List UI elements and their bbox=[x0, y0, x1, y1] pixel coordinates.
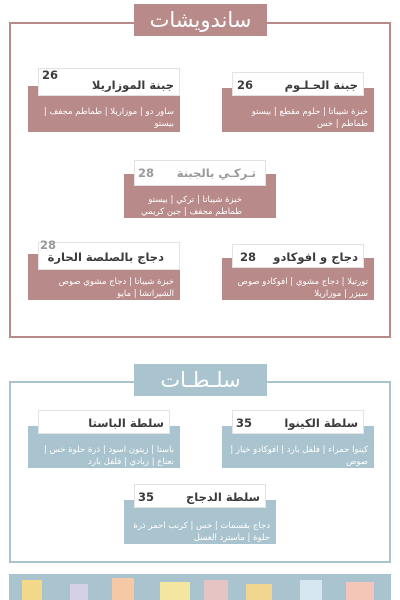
decorative-flag-icon bbox=[112, 578, 134, 600]
card-description: ساور دو | موزاريلا | طماطم مجفف | بيستو bbox=[28, 86, 180, 132]
card-price: 26 bbox=[237, 78, 254, 92]
card-price: 26 bbox=[42, 68, 59, 82]
menu-card-halloumi[interactable] bbox=[222, 72, 374, 132]
card-description: تورتيلا | دجاج مشوي | افوكادو صوص سيزر | موزاريلا bbox=[222, 258, 374, 300]
menu-card-quinoa-salad[interactable] bbox=[222, 410, 374, 468]
decorative-flag-icon bbox=[70, 584, 88, 600]
menu-card-chicken-avocado[interactable] bbox=[222, 244, 374, 300]
decorative-flag-icon bbox=[22, 580, 42, 600]
card-description: دجاج بقسمات | خس | كرنب احمر ذرة حلوة | ماسترد العسل bbox=[124, 500, 276, 544]
decorative-flag-icon bbox=[204, 580, 228, 600]
decorative-flag-icon bbox=[300, 580, 322, 600]
card-title: تـركـي بالجبنة bbox=[176, 166, 256, 180]
card-description: باستا | زيتون اسود | ذرة حلوة خس | نعناع | زبادي | فلفل بارد bbox=[28, 426, 180, 468]
card-description: خبزة شيباتا | دجاج مشوي صوص الشيراتشا | مايو bbox=[28, 254, 180, 300]
decorative-flag-icon bbox=[346, 582, 374, 600]
card-description: خبزة شيباتا | حلوم مقطع | بيستو طماطم | خس bbox=[222, 88, 374, 132]
menu-card-spicy-chicken[interactable] bbox=[28, 238, 180, 300]
decorative-flag-icon bbox=[160, 582, 190, 600]
card-description: كينوا حمراء | فلفل بارد | افوكادو خيار | صوص bbox=[222, 426, 374, 468]
card-price: 28 bbox=[240, 250, 257, 264]
card-title: سلطة الكينوا bbox=[284, 416, 358, 430]
salads-title: سلـطـات bbox=[134, 364, 267, 396]
sandwiches-title: ساندويشات bbox=[134, 4, 267, 36]
menu-card-mozzarella[interactable] bbox=[28, 68, 180, 132]
decorative-flag-icon bbox=[246, 584, 272, 600]
card-title: جبنة الحـلـوم bbox=[284, 78, 358, 92]
menu-card-pasta-salad[interactable] bbox=[28, 410, 180, 468]
card-title: جبنة الموزاريلا bbox=[91, 78, 174, 92]
card-title: سلطة الدجاج bbox=[186, 490, 260, 504]
card-description: خبزة شيباتا | تركي | بيستو طماطم مجفف | جبن كريمي bbox=[124, 174, 276, 218]
card-price: 28 bbox=[138, 166, 155, 180]
card-title: دجاج و افوكادو bbox=[273, 250, 358, 264]
menu-card-chicken-salad[interactable] bbox=[124, 484, 276, 544]
card-price: 35 bbox=[236, 416, 253, 430]
card-title: دجاج بالصلصة الحارة bbox=[47, 250, 164, 264]
card-title: سلطة الباستا bbox=[88, 416, 164, 430]
card-price: 35 bbox=[138, 490, 155, 504]
decorative-bottom-strip bbox=[9, 574, 391, 600]
menu-card-turkey-cheese[interactable] bbox=[124, 160, 276, 218]
card-price: 28 bbox=[40, 238, 57, 252]
